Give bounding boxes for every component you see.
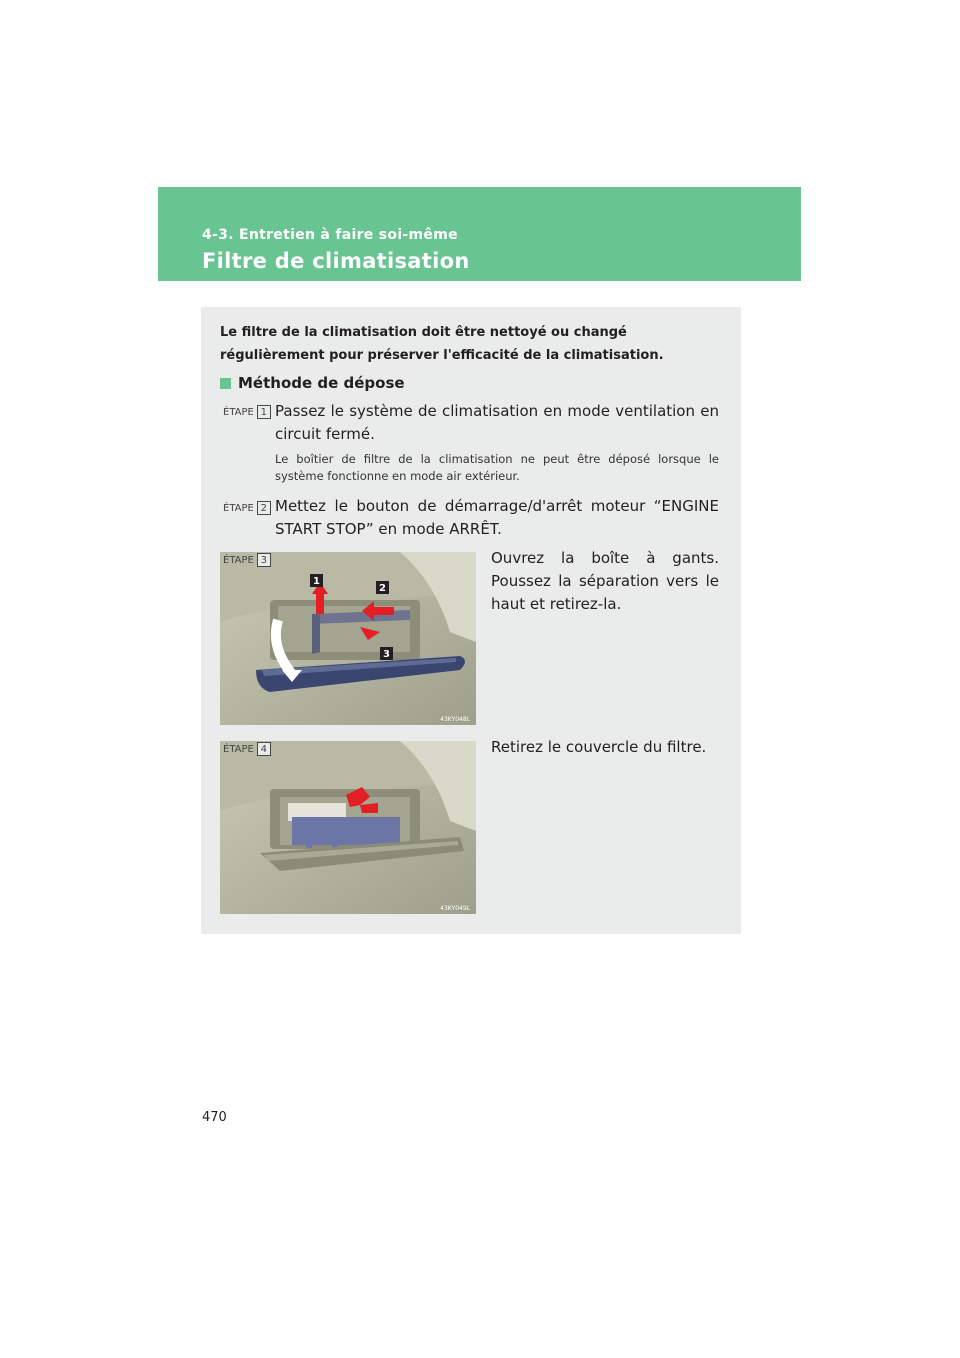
step-badge-1 xyxy=(220,405,271,419)
step-badge-3 xyxy=(220,553,271,567)
callout-3-label: 3 xyxy=(383,649,390,660)
page-number: 470 xyxy=(202,1110,227,1125)
step-word: ÉTAPE xyxy=(223,406,254,418)
intro-text: Le filtre de la climatisation doit être nettoyé ou changé régulièrement pour préserver l'efficacité de la climatisation. xyxy=(220,325,664,363)
step-2-text: Mettez le bouton de démarrage/d'arrêt moteur “ENGINE START STOP” en mode ARRÊT. xyxy=(275,497,719,538)
step-3-text: Ouvrez la boîte à gants. Poussez la séparation vers le haut et retirez-la. xyxy=(491,549,719,613)
section-label: 4-3. Entretien à faire soi-même xyxy=(202,227,458,243)
step-word: ÉTAPE xyxy=(223,743,254,755)
step-4-illustration xyxy=(220,741,476,914)
filter-cover-illustration xyxy=(220,741,476,914)
step-3-illustration xyxy=(220,552,476,725)
step-number: 1 xyxy=(257,405,271,419)
glove-box-open-illustration xyxy=(220,552,476,725)
square-bullet-icon xyxy=(220,378,231,389)
step-4-text: Retirez le couvercle du filtre. xyxy=(491,738,707,756)
step-1-text: Passez le système de climatisation en mode ventilation en circuit fermé. xyxy=(275,402,719,443)
step-word: ÉTAPE xyxy=(223,554,254,566)
step-number: 4 xyxy=(257,742,271,756)
page-title: Filtre de climatisation xyxy=(202,249,470,273)
step-number: 2 xyxy=(257,501,271,515)
subheading xyxy=(220,374,405,392)
step-badge-2 xyxy=(220,501,271,515)
callout-2-label: 2 xyxy=(379,583,386,594)
image-code: 43KY048L xyxy=(440,716,470,723)
subheading-label: Méthode de dépose xyxy=(238,374,405,392)
step-badge-4 xyxy=(220,742,271,756)
content-panel xyxy=(201,307,741,934)
image-code: 43KY049L xyxy=(440,905,470,912)
step-number: 3 xyxy=(257,553,271,567)
section-header xyxy=(158,187,801,281)
step-word: ÉTAPE xyxy=(223,502,254,514)
step-1-note: Le boîtier de filtre de la climatisation ne peut être déposé lorsque le système fonctionne en mode air extérieur. xyxy=(275,452,719,483)
callout-1-label: 1 xyxy=(313,576,320,587)
